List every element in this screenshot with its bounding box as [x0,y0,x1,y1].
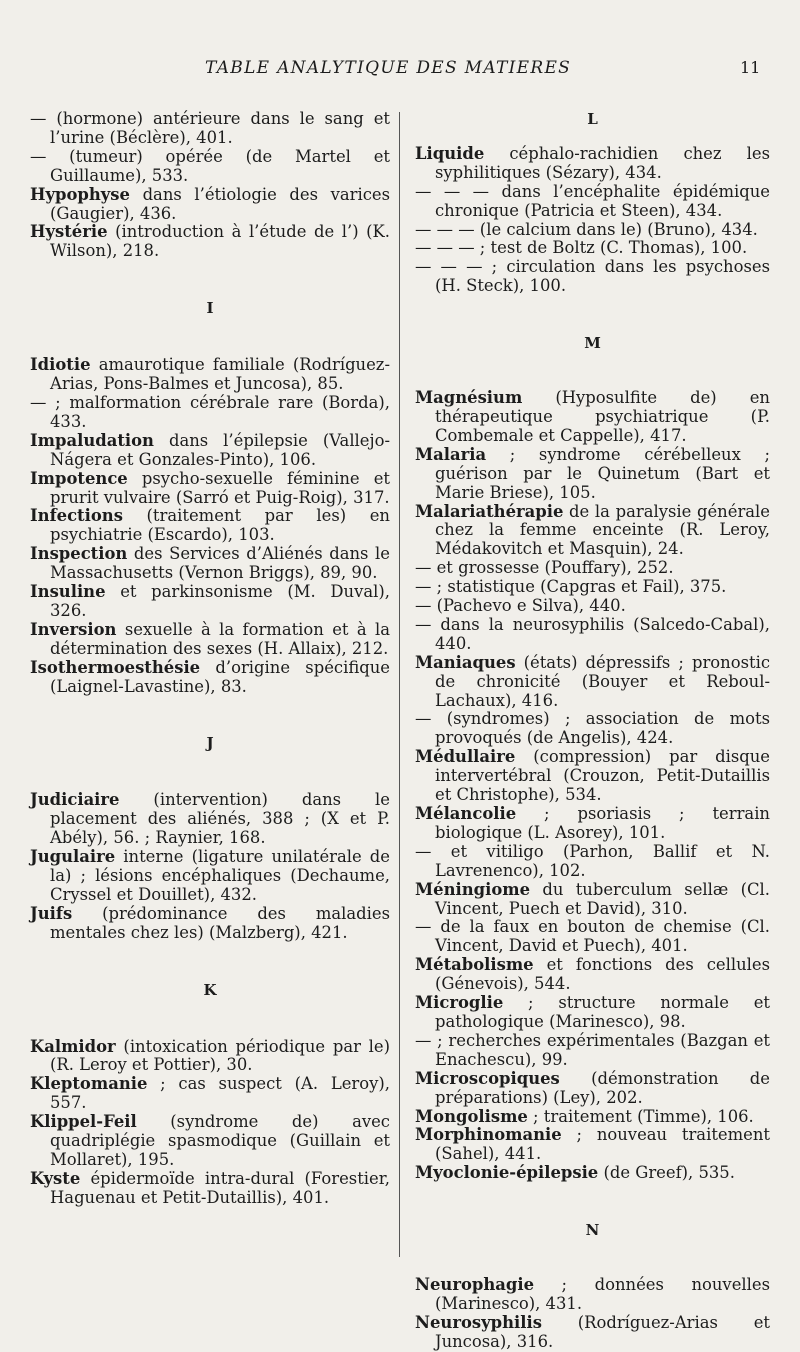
index-entry: Idiotie amaurotique familiale (Rodríguez-Arias, Pons-Balmes et Juncosa), 85. [30,355,390,394]
index-entry: Judiciaire (intervention) dans le placement des aliénés, 388 ; (X et P. Abély), 56. ; Raynier, 168. [30,790,390,848]
index-entry: Neurosyphilis (Rodríguez-Arias et Juncosa), 316. [415,1312,770,1351]
index-entry: — (hormone) antérieure dans le sang et l’urine (Béclère), 401. [30,109,390,147]
entry-group-j [30,791,390,942]
index-entry: Métabolisme et fonctions des cellules (Génevois), 544. [415,955,770,994]
index-entry: Impaludation dans l’épilepsie (Vallejo-Nágera et Gonzales-Pinto), 106. [30,430,390,469]
index-entry: — dans la neurosyphilis (Salcedo-Cabal), 440. [415,614,770,653]
entry-group-k [30,1038,390,1208]
index-entry: Juifs (prédominance des maladies mentales chez les) (Malzberg), 421. [30,903,390,942]
page-number: 11 [740,58,761,77]
index-entry: — (syndromes) ; association de mots provoqués (de Angelis), 424. [415,709,770,748]
entry-group-i [30,356,390,696]
index-entry: Inspection des Services d’Aliénés dans le Massachusetts (Vernon Briggs), 89, 90. [30,544,390,583]
section-letter-k: K [203,980,217,999]
index-entry: — ; malformation cérébrale rare (Borda), 433. [30,392,390,431]
index-entry: — de la faux en bouton de chemise (Cl. Vincent, David et Puech), 401. [415,917,770,956]
index-entry: Kyste épidermoïde intra-dural (Forestier, Haguenau et Petit-Dutaillis), 401. [30,1168,390,1207]
index-entry: — et vitiligo (Parhon, Ballif et N. Lavrenenco), 102. [415,841,770,880]
index-entry: Kalmidor (intoxication périodique par le) (R. Leroy et Pottier), 30. [30,1036,390,1075]
left-column [30,110,390,1208]
right-column [415,110,770,1352]
index-entry: — ; recherches expérimentales (Bazgan et Enachescu), 99. [415,1030,770,1069]
index-entry: Malariathérapie de la paralysie générale chez la femme enceinte (R. Leroy, Médakovitch et Masquin), 24. [415,501,770,559]
index-entry: Mélancolie ; psoriasis ; terrain biologique (L. Asorey), 101. [415,804,770,842]
index-entry: — — — ; circulation dans les psychoses (H. Steck), 100. [415,257,770,296]
index-entry: Microglie ; structure normale et pathologique (Marinesco), 98. [415,993,770,1031]
index-entry: Morphinomanie ; nouveau traitement (Sahel), 441. [415,1125,770,1164]
index-entry: Médullaire (compression) par disque intervertébral (Crouzon, Petit-Dutaillis et Christophe), 534. [415,747,770,805]
index-entry: Liquide céphalo-rachidien chez les syphilitiques (Sézary), 434. [415,143,770,182]
index-entry: Magnésium (Hyposulfite de) en thérapeutique psychiatrique (P. Combemale et Cappelle), 417. [415,388,770,445]
index-entry: Microscopiques (démonstration de préparations) (Ley), 202. [415,1068,770,1107]
index-entry: Myoclonie-épilepsie (de Greef), 535. [415,1163,735,1183]
index-entry: Hystérie (introduction à l’étude de l’) (K. Wilson), 218. [30,222,390,261]
index-entry: Méningiome du tuberculum sellæ (Cl. Vincent, Puech et David), 310. [415,879,770,918]
entry-group-l [415,145,770,296]
index-entry: — ; statistique (Capgras et Fail), 375. [415,577,727,597]
section-letter-n: N [585,1221,600,1240]
running-header [0,58,800,86]
index-entry: Kleptomanie ; cas suspect (A. Leroy), 557. [30,1074,390,1113]
column-divider [399,112,400,1257]
index-entry: Inversion sexuelle à la formation et à la détermination des sexes (H. Allaix), 212. [30,619,390,658]
index-entry: — — — ; test de Boltz (C. Thomas), 100. [415,238,748,258]
index-entry: Infections (traitement par les) en psychiatrie (Escardo), 103. [30,506,390,545]
index-entry: Malaria ; syndrome cérébelleux ; guérison par le Quinetum (Bart et Marie Briese), 105. [415,444,770,502]
index-entry: Neurophagie ; données nouvelles (Marinesco), 431. [415,1275,770,1313]
section-letter-m: M [584,334,601,353]
index-entry: Isothermoesthésie d’origine spécifique (Laignel-Lavastine), 83. [30,657,390,696]
index-entry: Maniaques (états) dépressifs ; pronostic de chronicité (Bouyer et Reboul-Lachaux), 416. [415,652,770,710]
section-letter-i: I [206,299,214,318]
index-entry: Mongolisme ; traitement (Timme), 106. [415,1106,754,1126]
index-entry: — et grossesse (Pouffary), 252. [415,558,674,578]
section-letter-l: L [587,110,598,128]
page-title: TABLE ANALYTIQUE DES MATIERES [205,58,572,78]
index-entry: — (tumeur) opérée (de Martel et Guillaume), 533. [30,146,390,185]
section-letter-j: J [206,734,214,753]
index-entry: — (Pachevo e Silva), 440. [415,596,626,616]
index-entry: Impotence psycho-sexuelle féminine et prurit vulvaire (Sarró et Puig-Roig), 317. [30,468,390,507]
index-entry: Jugulaire interne (ligature unilatérale de la) ; lésions encéphaliques (Dechaume, Cryssel et Douillet), 432. [30,847,390,904]
entry-group-n [415,1276,770,1352]
entry-group-h [30,110,390,261]
index-entry: — — — dans l’encéphalite épidémique chronique (Patricia et Steen), 434. [415,181,770,220]
index-entry: Insuline et parkinsonisme (M. Duval), 326. [30,582,390,620]
index-entry: — — — (le calcium dans le) (Bruno), 434. [415,219,758,239]
entry-group-m [415,389,770,1183]
index-entry: Hypophyse dans l’étiologie des varices (Gaugier), 436. [30,184,390,223]
index-entry: Klippel-Feil (syndrome de) avec quadriplégie spasmodique (Guillain et Mollaret), 195. [30,1112,390,1169]
